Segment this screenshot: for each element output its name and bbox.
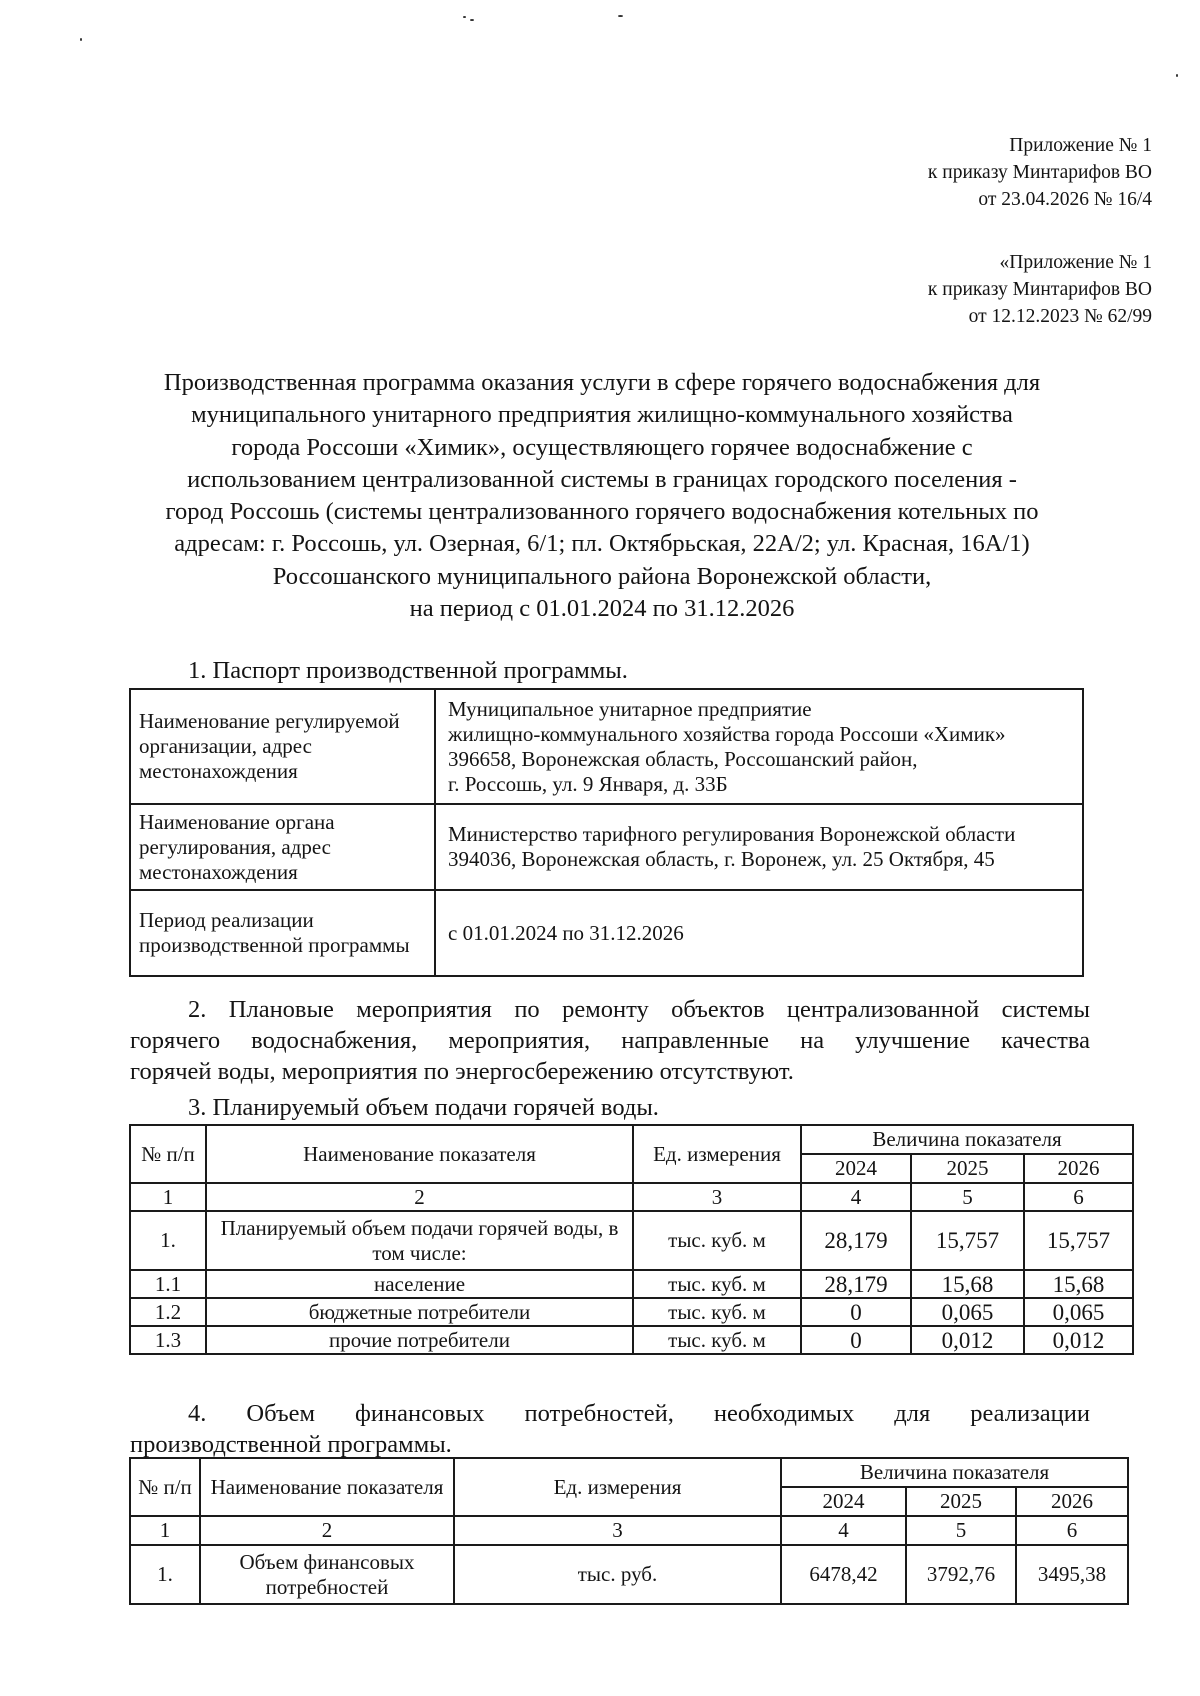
appendix-header-current — [928, 132, 1152, 213]
passport-value — [435, 689, 1083, 804]
scan-speck — [80, 38, 82, 41]
table-row — [130, 1270, 1133, 1298]
value-cell: 3792,76 — [906, 1545, 1016, 1604]
appendix-line: Приложение № 1 — [1009, 135, 1152, 156]
unit-cell: тыс. куб. м — [633, 1326, 801, 1354]
column-number-row — [130, 1516, 1128, 1545]
appendix-line: к приказу Минтарифов ВО — [927, 162, 1152, 183]
title-line: города Россоши «Химик», осуществляющего горячее водоснабжение с — [231, 433, 973, 461]
table-row — [130, 1326, 1133, 1354]
scan-speck — [1176, 74, 1178, 77]
column-number: 3 — [454, 1516, 781, 1545]
appendix-line: от 12.12.2023 № 62/99 — [968, 306, 1152, 327]
row-number: 1.2 — [130, 1298, 206, 1326]
paragraph-line: 4. Объем финансовых потребностей, необходимых для реализации — [188, 1400, 1090, 1427]
passport-key: Период реализации производственной программы — [130, 890, 435, 976]
title-line: Производственная программа оказания услуги в сфере горячего водоснабжения для — [163, 369, 1041, 396]
year-header: 2024 — [781, 1487, 906, 1516]
column-number: 2 — [206, 1183, 633, 1211]
column-number: 5 — [911, 1183, 1024, 1211]
column-header: Величина показателя — [801, 1125, 1133, 1154]
title-line: город Россошь (системы централизованного горячего водоснабжения котельных по — [165, 498, 1039, 526]
indicator-name: Планируемый объем подачи горячей воды, в том числе: — [206, 1211, 633, 1270]
indicator-name: бюджетные потребители — [206, 1298, 633, 1326]
section-1-heading: 1. Паспорт производственной программы. — [188, 657, 628, 684]
document-title — [122, 367, 1082, 625]
column-number: 6 — [1024, 1183, 1133, 1211]
table-row — [130, 689, 1083, 804]
column-header: Наименование показателя — [206, 1125, 633, 1183]
passport-value-line: Министерство тарифного регулирования Воронежской области — [448, 822, 1016, 846]
column-header: Ед. измерения — [454, 1458, 781, 1516]
column-header: Величина показателя — [781, 1458, 1128, 1487]
title-line: муниципального унитарного предприятия жилищно-коммунального хозяйства — [191, 401, 1013, 429]
title-line: на период с 01.01.2024 по 31.12.2026 — [409, 595, 795, 623]
passport-value-line: г. Россошь, ул. 9 Января, д. 33Б — [448, 771, 728, 796]
column-number: 6 — [1016, 1516, 1128, 1545]
appendix-line: от 23.04.2026 № 16/4 — [978, 189, 1152, 210]
unit-cell: тыс. куб. м — [633, 1211, 801, 1270]
year-header: 2024 — [801, 1154, 911, 1183]
passport-value — [435, 890, 1083, 976]
appendix-line: «Приложение № 1 — [999, 252, 1152, 273]
passport-key: Наименование органа регулирования, адрес местонахождения — [130, 804, 435, 890]
scan-speck — [463, 16, 466, 18]
passport-value-line: 394036, Воронежская область, г. Воронеж, ул. 25 Октября, 45 — [448, 847, 995, 871]
unit-cell: тыс. руб. — [454, 1545, 781, 1604]
title-line: Россошанского муниципального района Воронежской области, — [272, 562, 932, 590]
unit-cell: тыс. куб. м — [633, 1298, 801, 1326]
column-number: 5 — [906, 1516, 1016, 1545]
value-cell: 0 — [801, 1298, 911, 1326]
value-cell: 15,757 — [911, 1211, 1024, 1270]
passport-value-line: с 01.01.2024 по 31.12.2026 — [448, 920, 684, 945]
title-line: адресам: г. Россошь, ул. Озерная, 6/1; пл. Октябрьская, 22А/2; ул. Красная, 16А/1) — [174, 530, 1030, 558]
value-cell: 0 — [801, 1326, 911, 1354]
table-header-row — [130, 1458, 1128, 1487]
value-cell: 15,757 — [1024, 1211, 1133, 1270]
column-header: № п/п — [130, 1458, 200, 1516]
table-row — [130, 890, 1083, 976]
indicator-name: Объем финансовых потребностей — [200, 1545, 454, 1604]
value-cell: 28,179 — [801, 1211, 911, 1270]
scan-speck — [470, 19, 474, 21]
row-number: 1.3 — [130, 1326, 206, 1354]
row-number: 1. — [130, 1545, 200, 1604]
passport-value-line: Муниципальное унитарное предприятие — [448, 696, 812, 721]
passport-value-line: 396658, Воронежская область, Россошанский район, — [448, 746, 918, 771]
column-number: 1 — [130, 1516, 200, 1545]
row-number: 1.1 — [130, 1270, 206, 1298]
paragraph-line: горячего водоснабжения, мероприятия, направленные на улучшение качества — [130, 1027, 1090, 1054]
value-cell: 0,065 — [1024, 1298, 1133, 1326]
year-header: 2026 — [1024, 1154, 1133, 1183]
section-2-text — [130, 994, 1090, 1087]
passport-value — [435, 804, 1083, 890]
table-row — [130, 804, 1083, 890]
section-4-heading — [130, 1398, 1090, 1460]
table-row — [130, 1211, 1133, 1270]
column-header: Наименование показателя — [200, 1458, 454, 1516]
value-cell: 0,065 — [911, 1298, 1024, 1326]
value-cell: 15,68 — [1024, 1270, 1133, 1298]
value-cell: 3495,38 — [1016, 1545, 1128, 1604]
column-number: 3 — [633, 1183, 801, 1211]
unit-cell: тыс. куб. м — [633, 1270, 801, 1298]
column-header: Ед. измерения — [633, 1125, 801, 1183]
value-cell: 0,012 — [911, 1326, 1024, 1354]
paragraph-line: производственной программы. — [130, 1431, 452, 1458]
finance-table — [129, 1457, 1129, 1605]
passport-key: Наименование регулируемой организации, адрес местонахождения — [130, 689, 435, 804]
row-number: 1. — [130, 1211, 206, 1270]
value-cell: 0,012 — [1024, 1326, 1133, 1354]
column-number: 1 — [130, 1183, 206, 1211]
passport-table — [129, 688, 1084, 977]
value-cell: 6478,42 — [781, 1545, 906, 1604]
value-cell: 15,68 — [911, 1270, 1024, 1298]
scan-speck — [618, 15, 623, 17]
column-number: 4 — [801, 1183, 911, 1211]
appendix-line: к приказу Минтарифов ВО — [927, 279, 1152, 300]
section-3-heading: 3. Планируемый объем подачи горячей воды. — [188, 1094, 659, 1121]
column-number-row — [130, 1183, 1133, 1211]
passport-value-line: жилищно-коммунального хозяйства города Россоши «Химик» — [448, 721, 1006, 746]
title-line: использованием централизованной системы в границах городского поселения - — [187, 465, 1017, 493]
paragraph-line: 2. Плановые мероприятия по ремонту объектов централизованной системы — [188, 996, 1090, 1023]
table-row — [130, 1545, 1128, 1604]
column-number: 2 — [200, 1516, 454, 1545]
year-header: 2025 — [906, 1487, 1016, 1516]
table-row — [130, 1298, 1133, 1326]
year-header: 2025 — [911, 1154, 1024, 1183]
indicator-name: прочие потребители — [206, 1326, 633, 1354]
column-number: 4 — [781, 1516, 906, 1545]
paragraph-line: горячей воды, мероприятия по энергосбережению отсутствуют. — [130, 1058, 794, 1085]
value-cell: 28,179 — [801, 1270, 911, 1298]
appendix-header-previous — [928, 249, 1152, 330]
indicator-name: население — [206, 1270, 633, 1298]
water-volume-table — [129, 1124, 1134, 1355]
year-header: 2026 — [1016, 1487, 1128, 1516]
column-header: № п/п — [130, 1125, 206, 1183]
table-header-row — [130, 1125, 1133, 1154]
